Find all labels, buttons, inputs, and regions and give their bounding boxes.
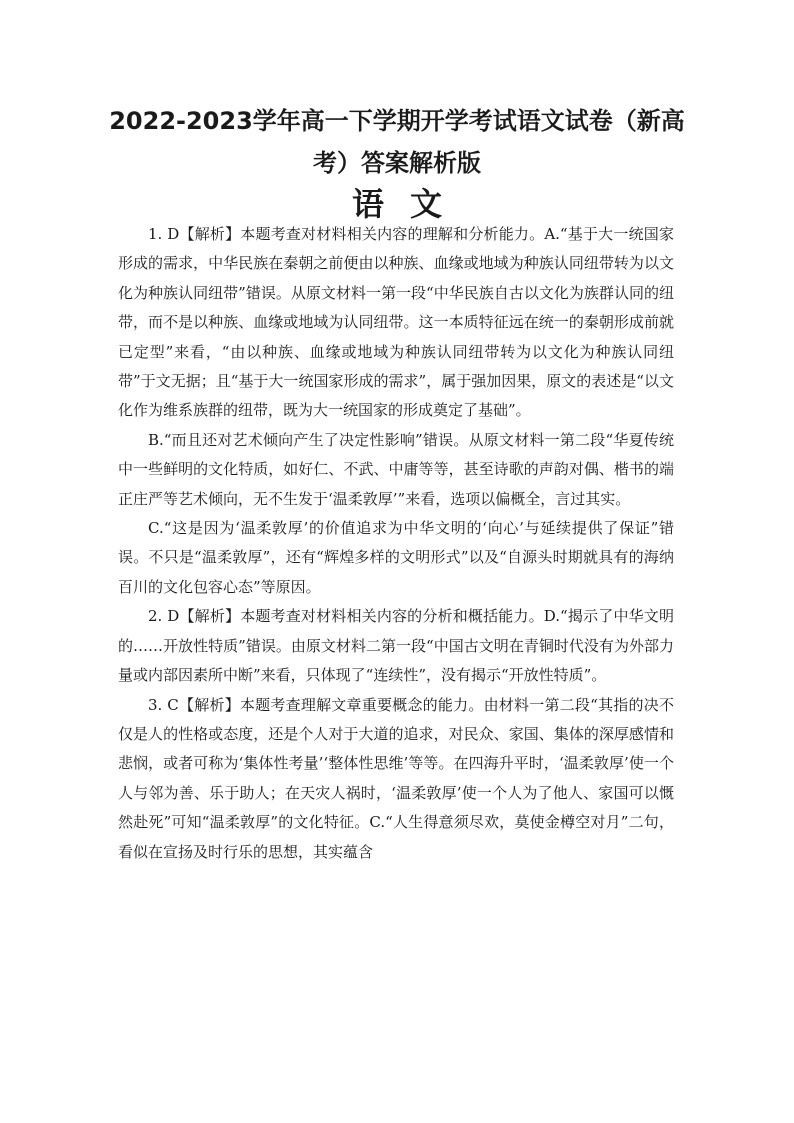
answer-paragraph-q1-a: 1. D【解析】本题考查对材料相关内容的理解和分析能力。A.“基于大一统国家形成的需求，中华民族在秦朝之前便由以种族、血缘或地域为种族认同纽带转为以文化为种族认同纽带”错误。从原文材料一第一段“中华民族自古以文化为族群认同的纽带，而不是以种族、血缘或地域为认同纽带。这一本质特征远在统一的秦朝形成前就已定型”来看，“由以种族、血缘或地域为种族认同纽带转为以文化为种族认同纽带”于文无据；且“基于大一统国家形成的需求”，属于强加因果，原文的表述是“以文化作为维系族群的纽带，既为大一统国家的形成奠定了基础”。	[118, 225, 674, 420]
answer-paragraph-q3: 3. C【解析】本题考查理解文章重要概念的能力。由材料一第二段“其指的决不仅是人的性格或态度，还是个人对于大道的追求，对民众、家国、集体的深厚感情和悲悯，或者可称为‘集体性考量’‘整体性思维’等等。在四海升平时，‘温柔敦厚’使一个人与邻为善、乐于助人；在天灾人祸时，‘温柔敦厚’使一个人为了他人、家国可以慨然赴死”可知“温柔敦厚”的文化特征。C.“人生得意须尽欢，莫使金樽空对月”二句，看似在宣扬及时行乐的思想，其实蕴含	[118, 695, 674, 861]
document-title: 2022-2023学年高一下学期开学考试语文试卷（新高考）答案解析版	[109, 107, 685, 177]
answer-paragraph-q1-c: C.“这是因为‘温柔敦厚’的价值追求为中华文明的‘向心’与延续提供了保证”错误。不只是“温柔敦厚”，还有“辉煌多样的文明形式”以及“自源头时期就具有的海纳百川的文化包容心态”等原因。	[118, 519, 674, 596]
answer-paragraph-q2: 2. D【解析】本题考查对材料相关内容的分析和概括能力。D.“揭示了中华文明的……开放性特质”错误。由原文材料二第一段“中国古文明在青铜时代没有为外部力量或内部因素所中断”来看，只体现了“连续性”，没有揭示“开放性特质”。	[118, 607, 674, 685]
subject-heading: 语文	[351, 185, 468, 223]
answer-paragraph-q1-b: B.“而且还对艺术倾向产生了决定性影响”错误。从原文材料一第二段“华夏传统中一些鲜明的文化特质，如好仁、不武、中庸等等，甚至诗歌的声韵对偶、楷书的端正庄严等艺术倾向，无不生发于‘温柔敦厚’”来看，选项以偏概全，言过其实。	[118, 430, 674, 508]
answer-body	[118, 220, 674, 867]
